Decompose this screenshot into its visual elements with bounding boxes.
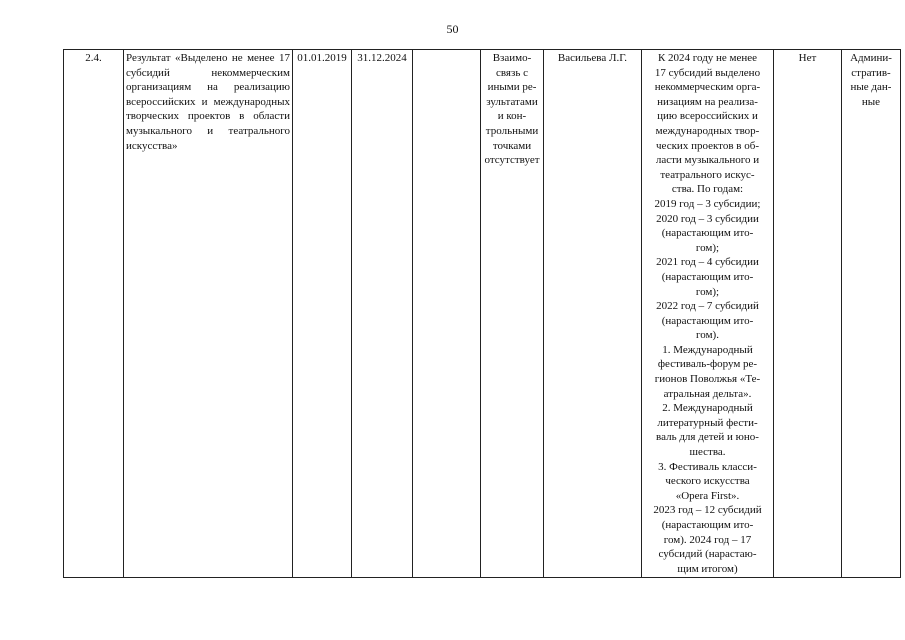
relation-line: и кон- bbox=[497, 110, 527, 123]
details-line: щим итогом) bbox=[677, 562, 738, 575]
details-line: 1. Международный bbox=[662, 343, 753, 356]
type-cell: Нет bbox=[774, 50, 842, 578]
details-line: «Opera First». bbox=[675, 489, 740, 502]
source-line: стратив- bbox=[851, 66, 891, 79]
details-line: шества. bbox=[689, 446, 726, 459]
relation-line: иными ре- bbox=[487, 81, 537, 94]
start-date-cell: 01.01.2019 bbox=[293, 50, 352, 578]
details-line: 2021 год – 4 субсидии bbox=[656, 256, 759, 269]
result-details-cell bbox=[642, 50, 774, 578]
details-line: фестиваль-форум ре- bbox=[657, 358, 758, 371]
details-line: гионов Поволжья «Те- bbox=[654, 373, 761, 386]
details-line: некоммерческим орга- bbox=[654, 81, 761, 94]
details-line: 3. Фестиваль класси- bbox=[658, 460, 757, 473]
details-line: 2. Международный bbox=[662, 402, 753, 415]
relation-line: Взаимо- bbox=[492, 52, 532, 64]
details-line: гом). 2024 год – 17 bbox=[663, 533, 752, 546]
details-line: (нарастающим ито- bbox=[661, 314, 754, 327]
details-line: 17 субсидий выделено bbox=[654, 66, 761, 79]
details-line: 2020 год – 3 субсидии bbox=[656, 212, 759, 225]
empty-cell bbox=[413, 50, 481, 578]
details-line: международных твор- bbox=[655, 124, 760, 137]
details-line: (нарастающим ито- bbox=[661, 519, 754, 531]
details-line: (нарастающим ито- bbox=[661, 227, 754, 240]
relation-cell bbox=[481, 50, 544, 578]
details-line: цию всероссийских и bbox=[657, 110, 758, 123]
details-line: низациям на реализа- bbox=[657, 95, 758, 108]
details-line: валь для детей и юно- bbox=[656, 431, 759, 444]
details-line: гом); bbox=[695, 241, 720, 254]
responsible-cell: Васильева Л.Г. bbox=[544, 50, 642, 578]
details-line: субсидий (нарастаю- bbox=[658, 548, 757, 561]
result-description-cell: Результат «Выделено не менее 17 субсидий некоммерческим организациям на реализацию всероссийских и международных творческих проектов в области музыкального и театрального искусства» bbox=[124, 50, 293, 578]
details-line: 2019 год – 3 субсидии; bbox=[654, 197, 761, 210]
page-number: 50 bbox=[446, 22, 459, 36]
relation-line: зультатами bbox=[486, 95, 538, 108]
details-line: ства. По годам: bbox=[671, 183, 744, 196]
details-line: 2022 год – 7 субсидий bbox=[656, 300, 759, 313]
details-line: театрального искус- bbox=[660, 168, 755, 181]
relation-line: отсутствует bbox=[484, 154, 540, 167]
details-line: гом). bbox=[696, 329, 719, 342]
relation-line: трольными bbox=[485, 124, 539, 137]
details-line: ческих проектов в об- bbox=[656, 139, 759, 152]
details-line: гом); bbox=[695, 285, 720, 298]
source-line: Админи- bbox=[850, 52, 892, 64]
details-line: литературный фести- bbox=[657, 416, 758, 429]
details-line: 2023 год – 12 субсидий bbox=[653, 504, 762, 517]
source-line: ные bbox=[861, 95, 881, 108]
details-line: атральная дельта». bbox=[663, 387, 752, 400]
details-line: К 2024 году не менее bbox=[657, 52, 758, 64]
relation-line: связь с bbox=[496, 66, 528, 79]
control-points-table bbox=[63, 49, 901, 578]
source-cell bbox=[842, 50, 901, 578]
source-line: ные дан- bbox=[850, 81, 892, 94]
details-line: ласти музыкального и bbox=[655, 154, 760, 167]
table-row bbox=[64, 50, 901, 578]
relation-line: точками bbox=[492, 139, 532, 152]
end-date-cell: 31.12.2024 bbox=[352, 50, 413, 578]
row-number-cell: 2.4. bbox=[64, 50, 124, 578]
details-line: (нарастающим ито- bbox=[661, 270, 754, 283]
details-line: ческого искусства bbox=[665, 475, 750, 488]
